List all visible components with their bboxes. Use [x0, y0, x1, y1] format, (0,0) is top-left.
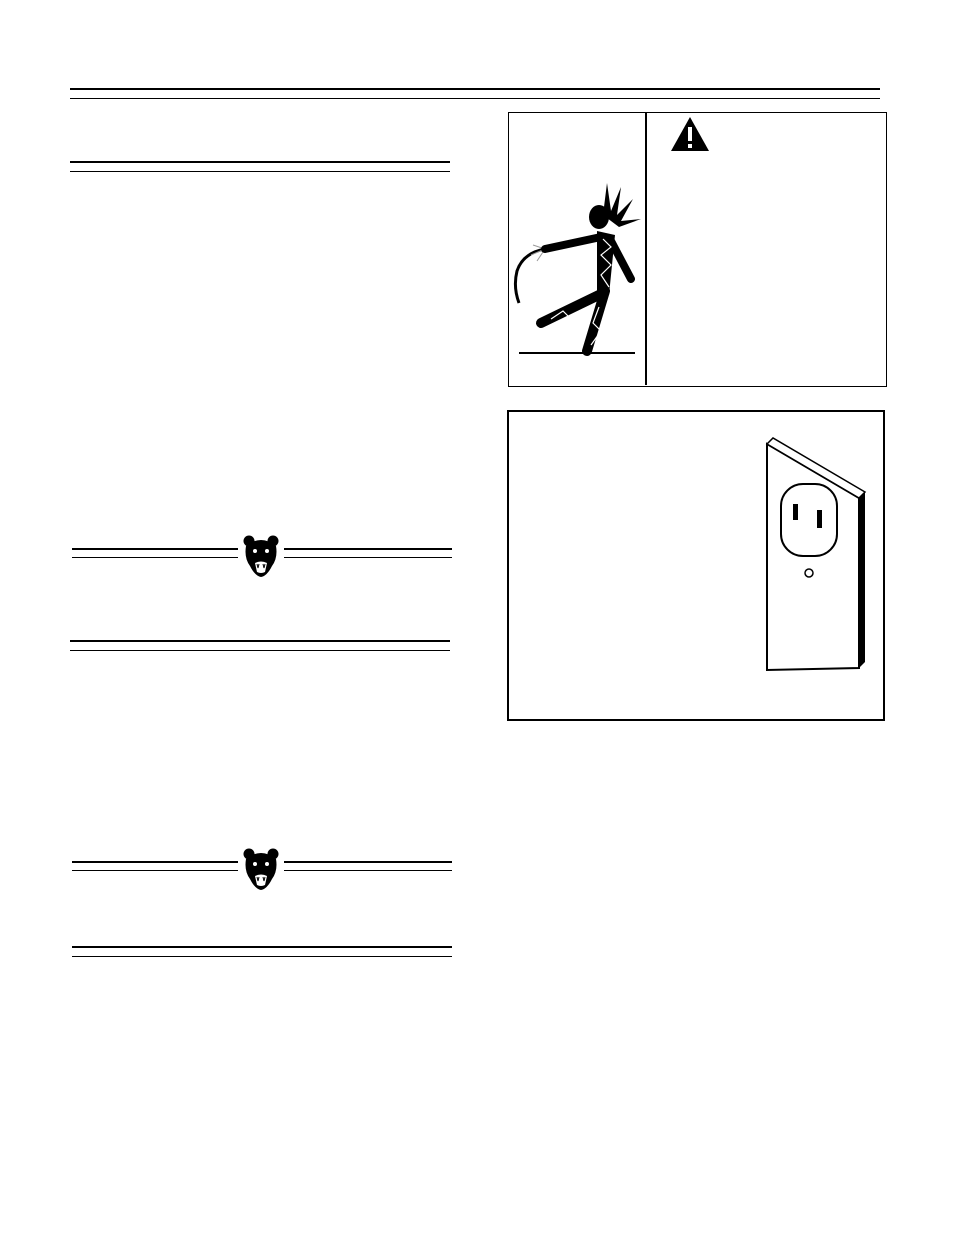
section-rule-2-thick: [70, 640, 450, 642]
bear-divider-1: [72, 534, 452, 578]
no-adapter-illustration: [509, 412, 883, 719]
section-rule-1-thin: [70, 171, 450, 172]
section-rule-1-thick: [70, 161, 450, 163]
bear-logo-icon: [242, 534, 280, 578]
warning-triangle-icon: [670, 116, 710, 152]
section-rule-2-thin: [70, 650, 450, 651]
bear-logo-icon: [242, 847, 280, 891]
bear-divider-2: [72, 847, 452, 891]
header-rule-thin: [70, 98, 880, 99]
warning-box: [508, 112, 887, 387]
section-rule-3-thick: [72, 946, 452, 948]
warning-box-divider: [645, 113, 647, 385]
figure-no-adapter: [507, 410, 885, 721]
electrocution-figure-icon: [511, 175, 643, 357]
header-rule-thick: [70, 88, 880, 90]
section-rule-3-thin: [72, 956, 452, 957]
